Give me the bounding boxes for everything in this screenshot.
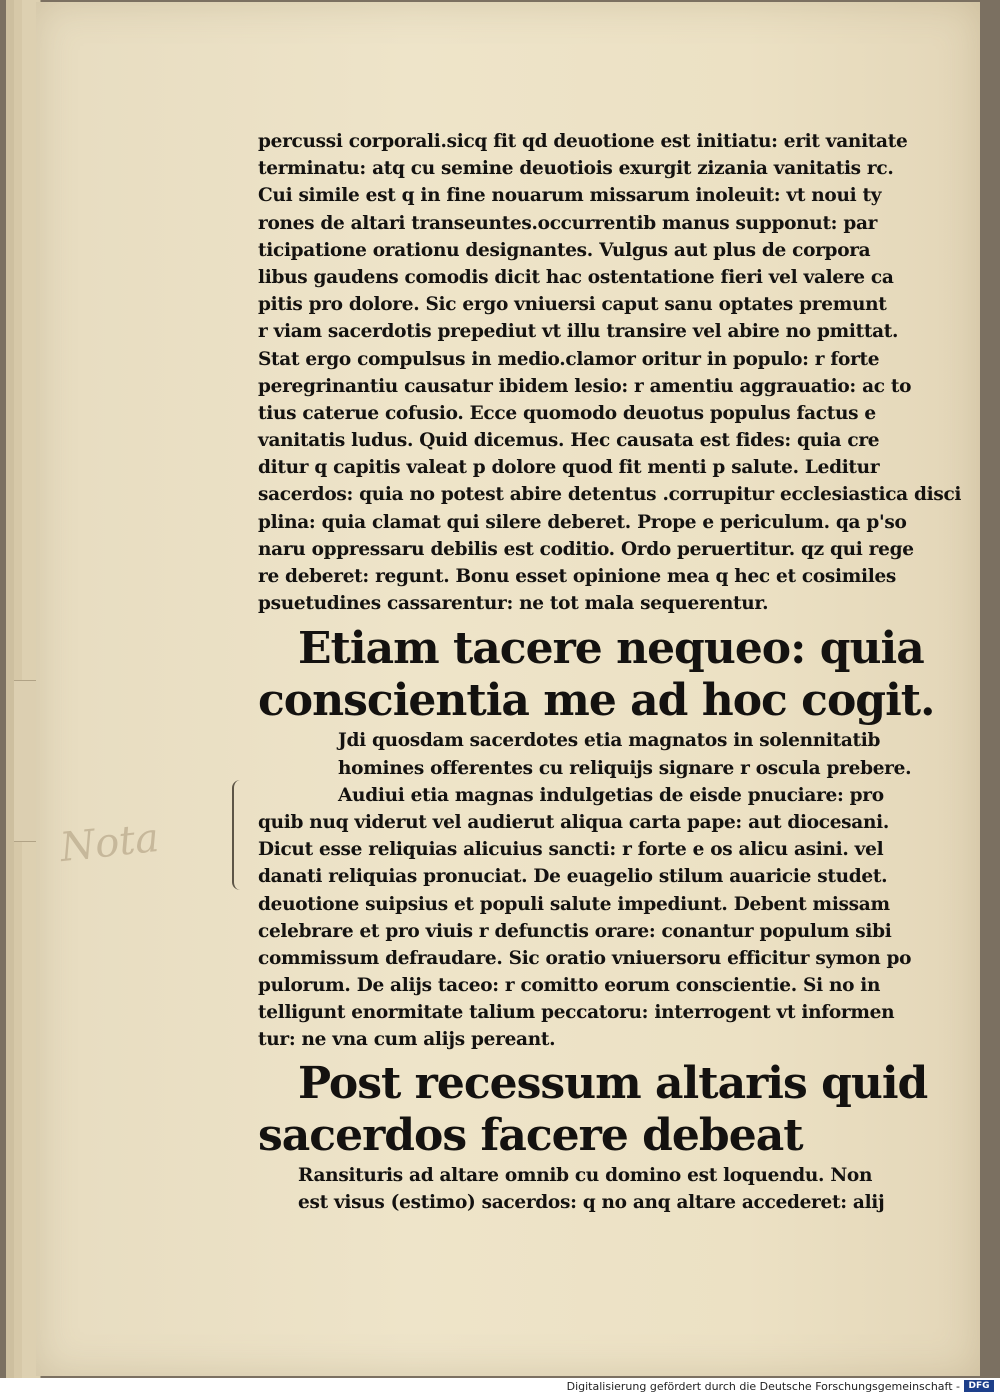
- text-line: quib nuq viderut vel audierut aliqua carta pape: aut diocesani.: [258, 811, 889, 833]
- margin-note: Nota: [57, 814, 162, 872]
- text-line: homines offerentes cu reliquijs signare r oscula prebere.: [338, 757, 912, 779]
- text-line: danati reliquias pronuciat. De euagelio stilum auaricie studet.: [258, 866, 888, 888]
- text-line: deuotione suipsius et populi salute impediunt. Debent missam: [258, 893, 890, 915]
- text-line: peregrinantiu causatur ibidem lesio: r amentiu aggrauatio: ac to: [258, 375, 912, 397]
- text-line: sacerdos: quia no potest abire detentus .corrupitur ecclesiastica disci: [258, 484, 962, 506]
- text-line: Cui simile est q in fine nouarum missarum inoleuit: vt noui ty: [258, 185, 882, 207]
- text-line: tur: ne vna cum alijs pereant.: [258, 1029, 556, 1051]
- section-heading: Post recessum altaris quid: [298, 1057, 928, 1109]
- text-line: percussi corporali.sicq fit qd deuotione est initiatu: erit vanitate: [258, 131, 908, 152]
- text-line: Ransituris ad altare omnib cu domino est loquendu. Non: [298, 1164, 873, 1186]
- text-line: vanitatis ludus. Quid dicemus. Hec causata est fides: quia cre: [258, 430, 880, 452]
- text-line: pulorum. De alijs taceo: r comitto eorum conscientie. Si no in: [258, 975, 881, 997]
- text-line: naru oppressaru debilis est coditio. Ordo peruertitur. qz qui rege: [258, 538, 914, 560]
- text-line: celebrare et pro viuis r defunctis orare: conantur populum sibi: [258, 920, 892, 942]
- dfg-logo: DFG: [964, 1380, 994, 1392]
- text-line: plina: quia clamat qui silere deberet. Prope e periculum. qa p'so: [258, 511, 907, 533]
- text-line: commissum defraudare. Sic oratio vniuersoru efficitur symon po: [258, 947, 912, 969]
- section-heading: conscientia me ad hoc cogit.: [258, 675, 935, 727]
- text-line: ditur q capitis valeat p dolore quod fit menti p salute. Leditur: [258, 457, 880, 479]
- text-line: Stat ergo compulsus in medio.clamor oritur in populo: r forte: [258, 348, 880, 370]
- text-line: pitis pro dolore. Sic ergo vniuersi caput sanu optates premunt: [258, 294, 887, 316]
- text-line: psuetudines cassarentur: ne tot mala sequerentur.: [258, 593, 769, 615]
- text-line: libus gaudens comodis dicit hac ostentatione fieri vel valere ca: [258, 266, 894, 288]
- text-line: Jdi quosdam sacerdotes etia magnatos in solennitatib: [338, 730, 881, 752]
- text-line: Dicut esse reliquias alicuius sancti: r forte e os alicu asini. vel: [258, 839, 884, 861]
- footer-credit: Digitalisierung gefördert durch die Deutsche Forschungsgemeinschaft -: [566, 1380, 960, 1393]
- footer-bar: [0, 1378, 1000, 1395]
- text-line: est visus (estimo) sacerdos: q no anq altare accederet: alij: [298, 1191, 885, 1213]
- text-line: Audiui etia magnas indulgetias de eisde pnuciare: pro: [338, 784, 884, 806]
- text-line: terminatu: atq cu semine deuotiois exurgit zizania vanitatis rc.: [258, 158, 894, 180]
- text-line: tius caterue cofusio. Ecce quomodo deuotus populus factus e: [258, 402, 876, 424]
- section-heading: sacerdos facere debeat: [258, 1109, 803, 1161]
- text-line: rones de altari transeuntes.occurrentib manus supponut: par: [258, 212, 878, 234]
- text-line: ticipatione orationu designantes. Vulgus aut plus de corpora: [258, 239, 871, 261]
- text-line: r viam sacerdotis prepediut vt illu transire vel abire no pmittat.: [258, 321, 899, 343]
- text-block: [258, 128, 962, 1216]
- section-heading: Etiam tacere nequeo: quia: [298, 623, 924, 675]
- margin-bracket: [232, 780, 250, 890]
- text-line: re deberet: regunt. Bonu esset opinione mea q hec et cosimiles: [258, 566, 897, 587]
- text-line: telligunt enormitate talium peccatoru: interrogent vt informen: [258, 1002, 895, 1024]
